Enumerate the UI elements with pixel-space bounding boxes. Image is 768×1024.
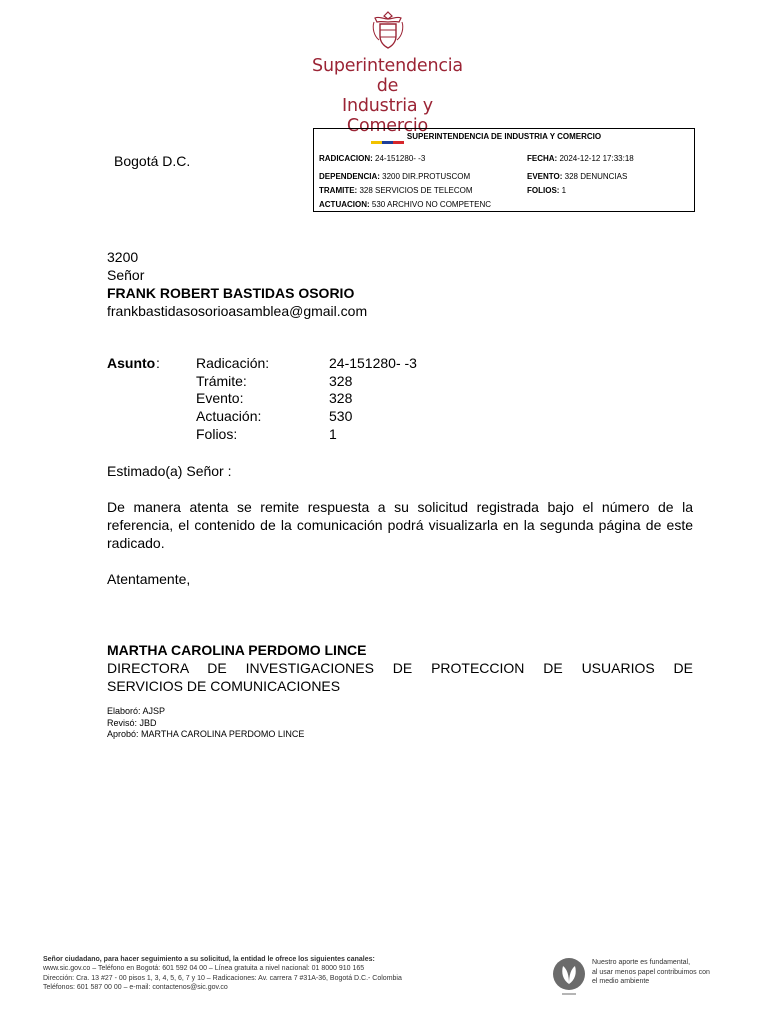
reviso: Revisó: JBD <box>107 717 157 728</box>
eco-line: al usar menos papel contribuimos con <box>592 968 710 976</box>
subject-key: Folios: <box>196 426 238 442</box>
recipient-email: frankbastidasosorioasamblea@gmail.com <box>107 303 368 319</box>
subject-row <box>196 390 496 408</box>
salutation: Señor <box>107 267 145 283</box>
greeting: Estimado(a) Señor : <box>107 463 232 479</box>
stamp-folios: FOLIOS: 1 <box>527 186 567 195</box>
subject-key: Trámite: <box>196 372 247 389</box>
dependency-code: 3200 <box>107 249 139 265</box>
signer-role-line2: SERVICIOS DE COMUNICACIONES <box>107 678 341 694</box>
stamp-tramite: TRAMITE: 328 SERVICIOS DE TELECOM <box>319 186 473 195</box>
stamp-actuacion: ACTUACION: 530 ARCHIVO NO COMPETENC <box>319 200 492 209</box>
signer-role-line1: DIRECTORA DE INVESTIGACIONES DE PROTECCION DE USUARIOS DE <box>107 660 693 676</box>
stamp-title: SUPERINTENDENCIA DE INDUSTRIA Y COMERCIO <box>406 132 602 141</box>
filing-stamp <box>313 128 695 212</box>
subject-row <box>196 426 496 444</box>
approvals-block <box>107 706 304 741</box>
subject-label: Asunto <box>107 355 156 371</box>
recipient-name: FRANK ROBERT BASTIDAS OSORIO <box>107 285 355 301</box>
aprobo: Aprobó: MARTHA CAROLINA PERDOMO LINCE <box>107 729 305 739</box>
footer-line: Dirección: Cra. 13 #27 - 00 pisos 1, 3, 4, 5, 6, 7 y 10 – Radicaciones: Av. carrera 7 #31A-36, Bogotá D.C.- Colombia <box>43 974 402 982</box>
subject-colon: : <box>156 355 160 371</box>
subject-value: 328 <box>329 390 353 406</box>
org-name-line2: Industria y Comercio <box>342 96 433 136</box>
coat-of-arms-icon <box>371 10 405 50</box>
subject-row <box>196 408 496 426</box>
closing: Atentamente, <box>107 571 191 587</box>
eco-message <box>592 958 742 987</box>
city: Bogotá D.C. <box>114 153 191 169</box>
recipient-block <box>107 248 367 320</box>
subject-value: 328 <box>329 372 353 389</box>
body-paragraph: De manera atenta se remite respuesta a su solicitud registrada bajo el número de la referencia, el contenido de la comunicación podrá visualizarla en la segunda página de este radicado. <box>107 499 693 551</box>
subject-key: Radicación: <box>196 355 270 371</box>
subject-key: Actuación: <box>196 407 262 424</box>
signer-name: MARTHA CAROLINA PERDOMO LINCE <box>107 642 367 658</box>
subject-row <box>196 355 496 373</box>
stamp-dependencia: DEPENDENCIA: 3200 DIR.PROTUSCOM <box>319 172 471 181</box>
subject-row <box>196 373 496 391</box>
subject-key: Evento: <box>196 390 244 406</box>
stamp-evento: EVENTO: 328 DENUNCIAS <box>527 172 628 181</box>
footer-lead: Señor ciudadano, para hacer seguimiento a su solicitud, la entidad le ofrece los siguientes canales: <box>43 956 375 963</box>
subject-value: 24-151280- -3 <box>329 355 417 371</box>
leaf-icon <box>551 956 587 996</box>
sic-logo <box>300 10 475 144</box>
subject-value: 530 <box>329 407 353 424</box>
footer-line: www.sic.gov.co – Teléfono en Bogotá: 601 592 04 00 – Línea gratuita a nivel nacional: 01 8000 910 165 <box>43 965 365 973</box>
footer-line: Teléfonos: 601 587 00 00 – e-mail: contactenos@sic.gov.co <box>43 983 228 991</box>
stamp-radicacion: RADICACION: 24-151280- -3 <box>319 154 426 163</box>
eco-line: Nuestro aporte es fundamental, <box>592 959 691 966</box>
org-name-line1: Superintendencia de <box>312 56 463 96</box>
stamp-fecha: FECHA: 2024-12-12 17:33:18 <box>527 154 634 163</box>
signature-block <box>107 641 693 695</box>
eco-line: el medio ambiente <box>592 978 650 985</box>
subject-value: 1 <box>329 426 337 442</box>
footer-contact <box>43 955 402 992</box>
elaboro: Elaboró: AJSP <box>107 706 166 716</box>
